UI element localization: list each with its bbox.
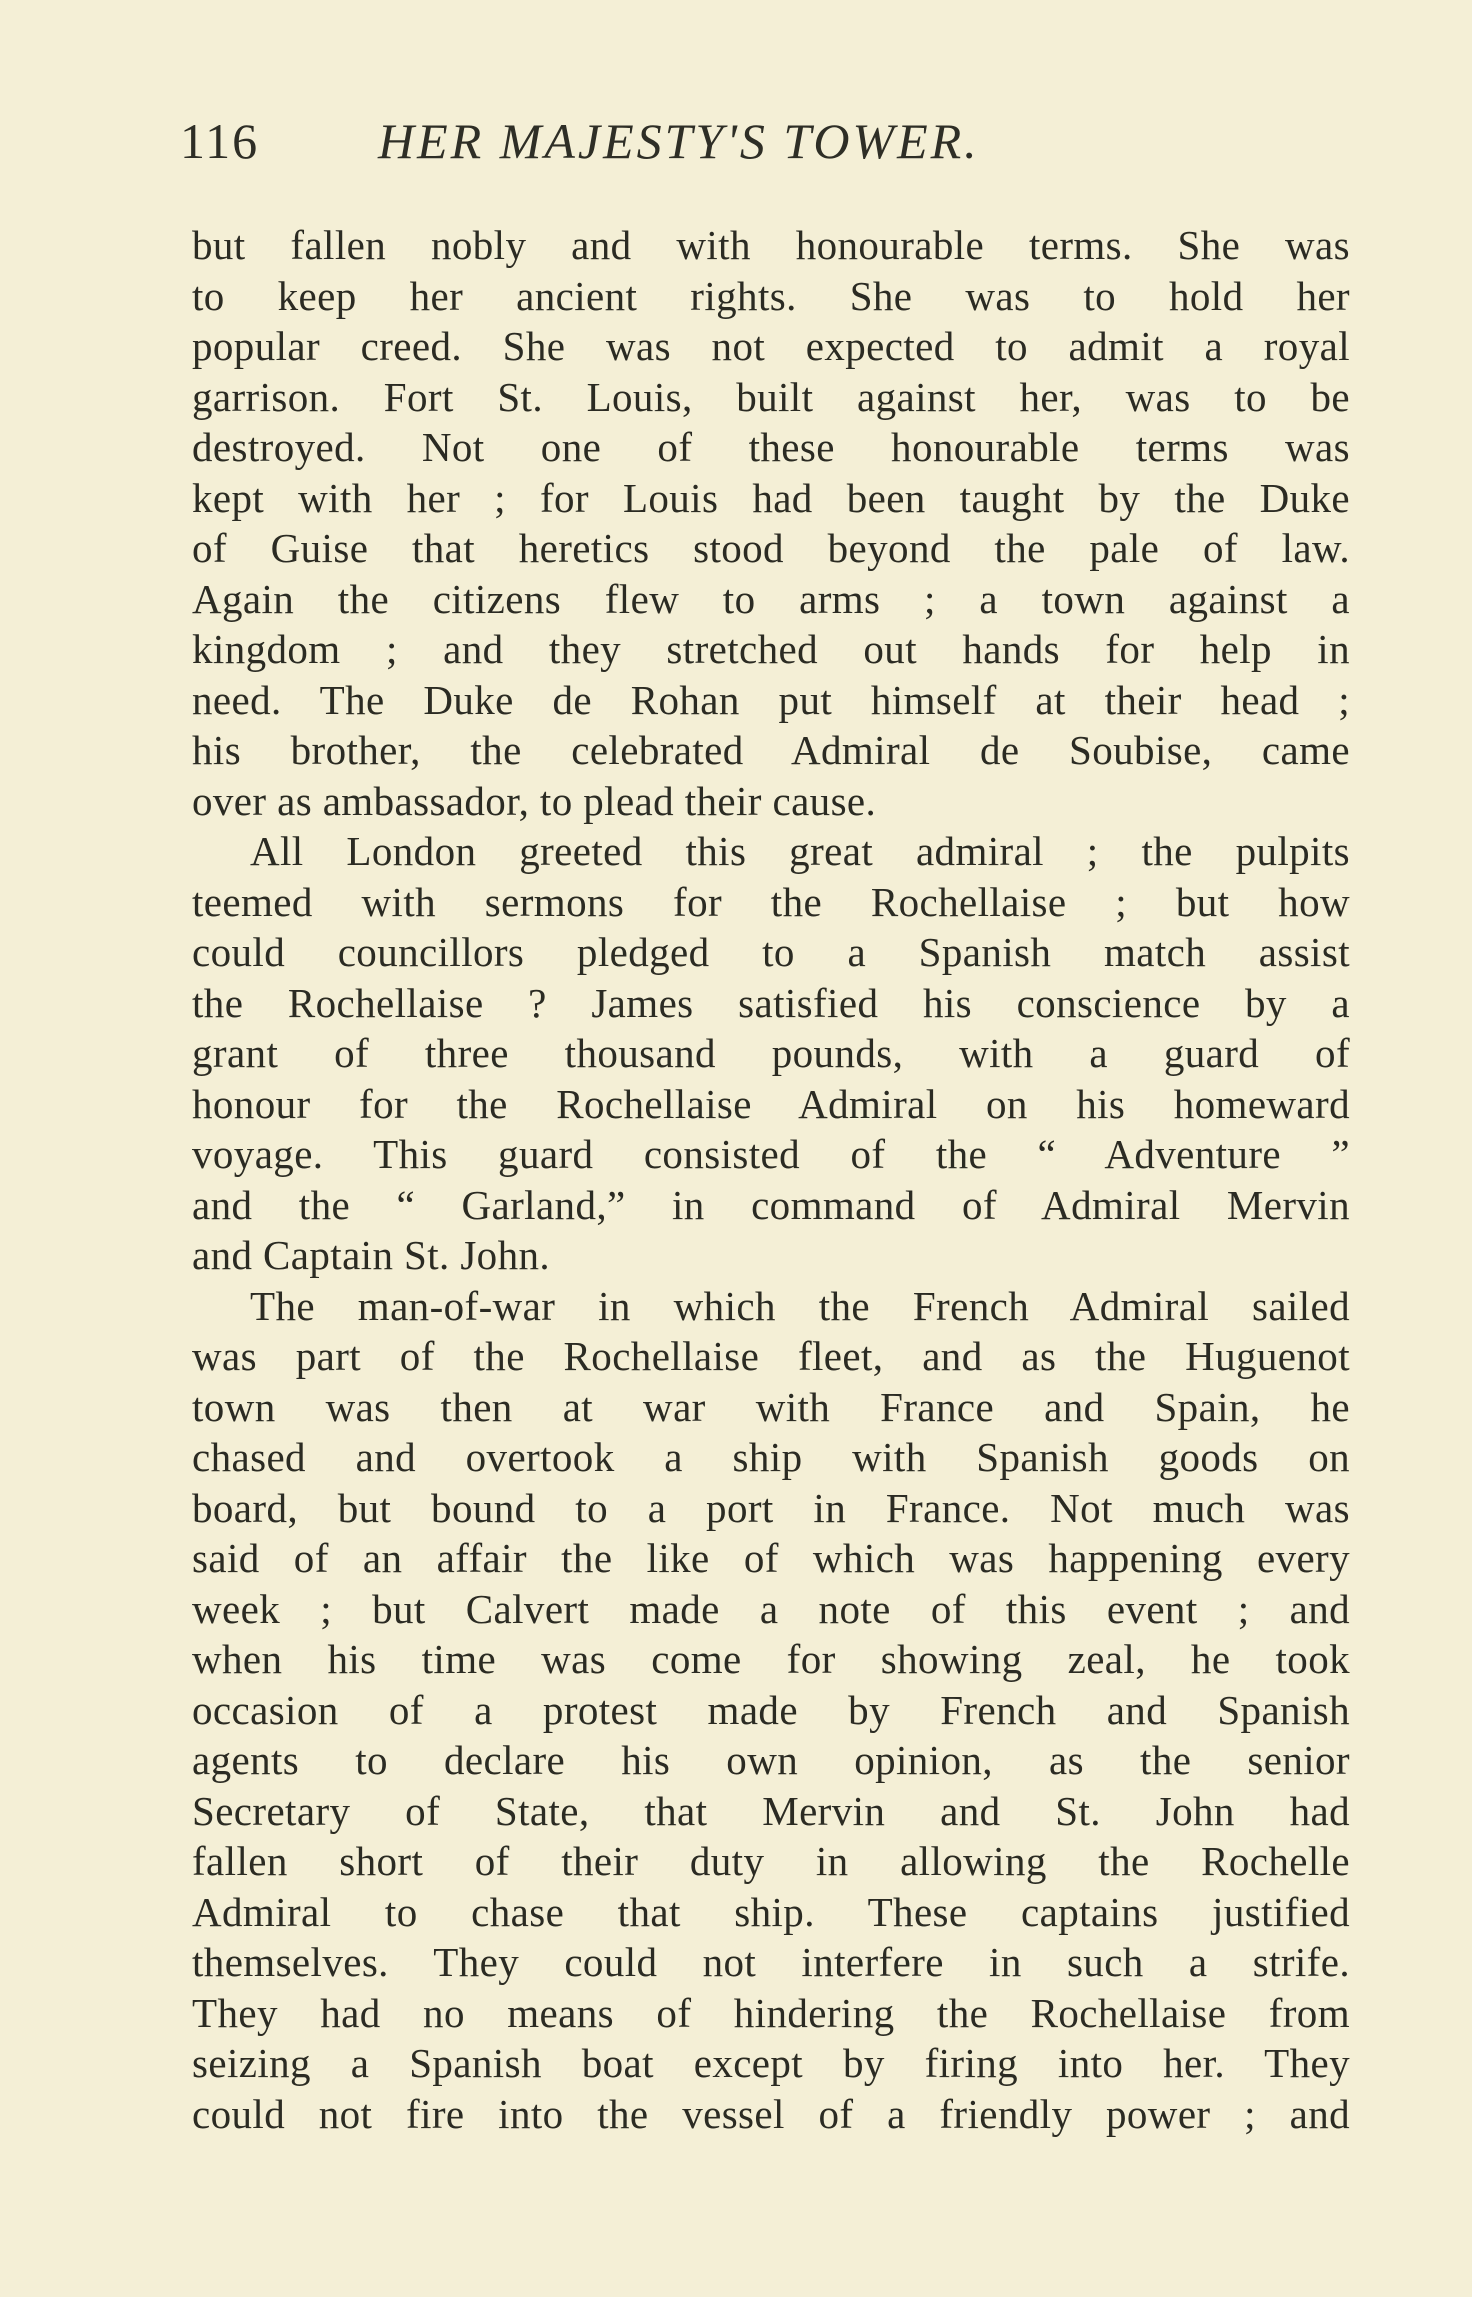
text-line: but fallen nobly and with honourable terms. She was [192,222,1350,268]
running-head [180,112,1180,182]
text-line: Secretary of State, that Mervin and St. John had [192,1787,1350,1834]
text-line: seizing a Spanish boat except by firing into her. They [192,2040,1350,2086]
text-line: agents to declare his own opinion, as the senior [192,1737,1350,1783]
text-line: said of an affair the like of which was happening every [192,1535,1350,1581]
text-line: was part of the Rochellaise fleet, and as the Huguenot [192,1333,1350,1379]
text-line: town was then at war with France and Spain, he [192,1383,1350,1430]
text-line: All London greeted this great admiral ; the pulpits [250,828,1350,874]
running-title: HER MAJESTY'S TOWER. [378,113,980,169]
text-line: and the “ Garland,” in command of Admiral Mervin [192,1181,1350,1228]
text-line: and Captain St. John. [192,1232,551,1278]
text-line: kingdom ; and they stretched out hands for help in [192,626,1350,672]
text-line: week ; but Calvert made a note of this event ; and [192,1585,1350,1632]
text-line: could not fire into the vessel of a friendly power ; and [192,2090,1350,2137]
text-line: when his time was come for showing zeal, he took [192,1636,1350,1682]
text-line: teemed with sermons for the Rochellaise ; but how [192,878,1350,925]
text-line: honour for the Rochellaise Admiral on his homeward [192,1080,1350,1127]
text-line: need. The Duke de Rohan put himself at their head ; [192,676,1350,723]
text-line: of Guise that heretics stood beyond the pale of law. [192,525,1350,571]
text-line: Again the citizens flew to arms ; a town against a [192,575,1350,622]
body-text [192,220,1350,2139]
text-line: themselves. They could not interfere in such a strife. [192,1939,1350,1985]
text-line: kept with her ; for Louis had been taught by the Duke [192,474,1350,521]
text-line: voyage. This guard consisted of the “ Adventure ” [192,1131,1350,1177]
text-line: popular creed. She was not expected to admit a royal [192,323,1350,369]
text-line: They had no means of hindering the Rochellaise from [192,1989,1350,2036]
text-line: to keep her ancient rights. She was to hold her [192,272,1350,319]
text-line: garrison. Fort St. Louis, built against her, was to be [192,373,1350,420]
text-line: the Rochellaise ? James satisfied his conscience by a [192,979,1350,1026]
text-line: chased and overtook a ship with Spanish goods on [192,1434,1350,1480]
page-number: 116 [180,113,260,169]
text-line: over as ambassador, to plead their cause. [192,777,877,824]
text-line: Admiral to chase that ship. These captains justified [192,1888,1350,1935]
text-line: grant of three thousand pounds, with a guard of [192,1030,1350,1076]
text-line: his brother, the celebrated Admiral de Soubise, came [192,727,1350,773]
text-line: occasion of a protest made by French and Spanish [192,1686,1350,1733]
text-line: destroyed. Not one of these honourable terms was [192,424,1350,470]
text-line: The man-of-war in which the French Admiral sailed [250,1282,1350,1329]
text-line: could councillors pledged to a Spanish match assist [192,929,1350,975]
text-line: board, but bound to a port in France. Not much was [192,1484,1350,1531]
text-line: fallen short of their duty in allowing the Rochelle [192,1838,1350,1884]
